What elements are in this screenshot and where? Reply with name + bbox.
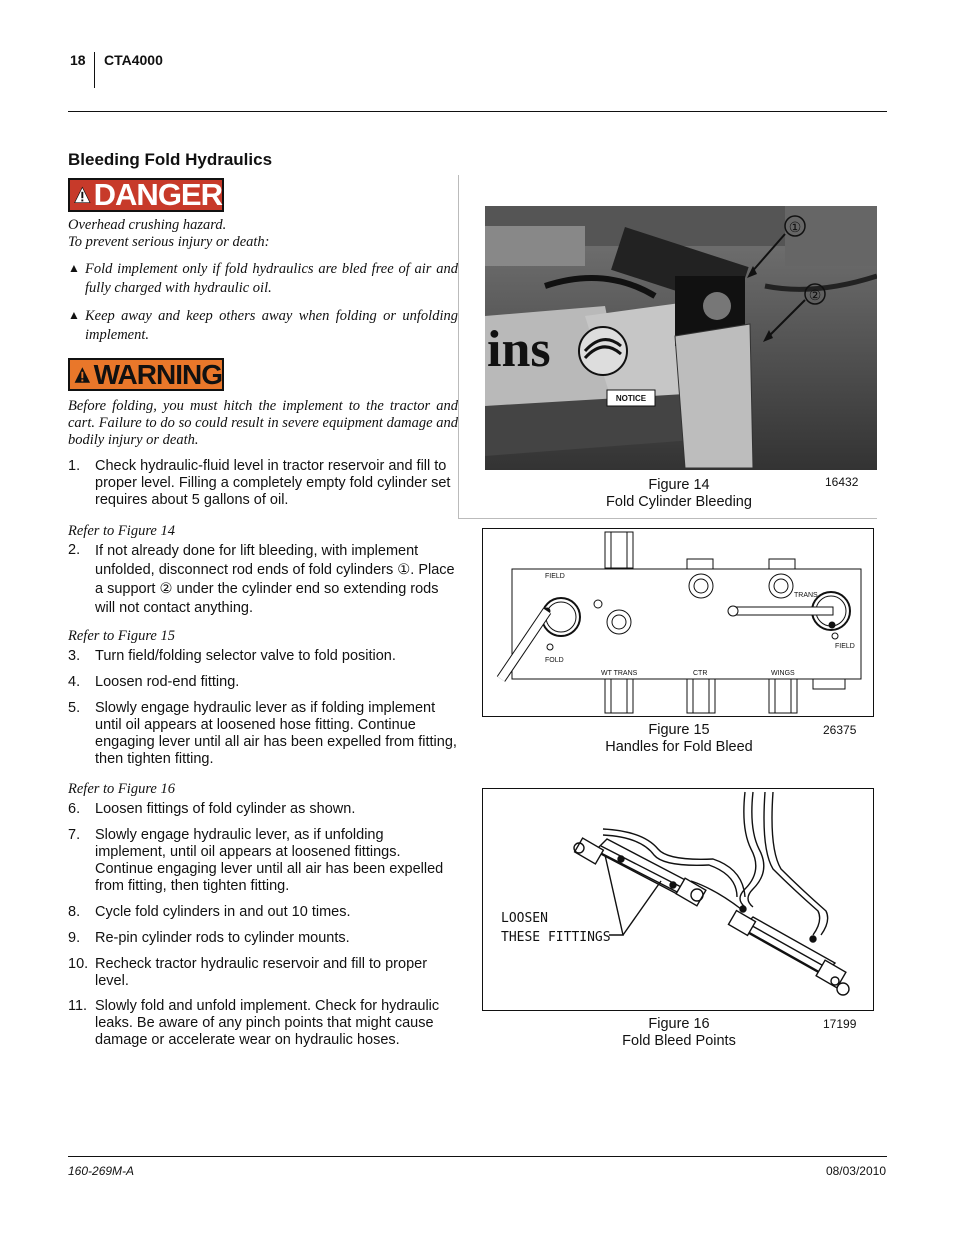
label-field-right: FIELD [835, 643, 855, 650]
triangle-bullet-icon: ▲ [68, 261, 80, 275]
bottom-rule [68, 1156, 887, 1157]
label-field-top: FIELD [545, 573, 565, 580]
danger-line1: Overhead crushing hazard. [68, 217, 227, 233]
figure-16 [482, 788, 874, 1011]
label-trans: TRANS [794, 592, 818, 599]
list-item: 2. If not already done for lift bleeding, with implement unfolded, disconnect rod ends of fold cylinders ①. Place a support ② under the cylinder end so extending rods will not contact anything. [68, 542, 455, 616]
refer-figure-14: Refer to Figure 14 [68, 523, 175, 539]
callout-1: ① [788, 219, 802, 235]
figure-14-title: Fold Cylinder Bleeding [606, 494, 752, 510]
label-wt-trans: WT TRANS [601, 670, 638, 677]
label-fold: FOLD [545, 657, 564, 664]
danger-bullet: ▲ Keep away and keep others away when folding or unfolding implement. [68, 308, 458, 343]
notice-plate: NOTICE [615, 394, 647, 403]
footer-doc-number: 160-269M-A [68, 1164, 135, 1178]
figure-16-title: Fold Bleed Points [622, 1033, 736, 1049]
figure-14-label: Figure 14 [648, 477, 710, 493]
danger-sign [68, 178, 224, 212]
top-rule [68, 111, 887, 112]
danger-label: DANGER [93, 177, 222, 212]
warning-label: WARNING [93, 358, 222, 390]
list-item: 11. Slowly fold and unfold implement. Check for hydraulic leaks. Be aware of any pinch points that might cause damage or accelerate wear on hydraulic hoses. [68, 998, 440, 1048]
triangle-bullet-icon: ▲ [68, 308, 80, 322]
list-item: 10. Recheck tractor hydraulic reservoir and fill to proper level. [68, 956, 428, 989]
figure-14-caption [579, 477, 779, 511]
fold-cylinder-photo [485, 206, 877, 470]
danger-alert-icon [74, 182, 91, 208]
fold-cylinders-drawing [483, 789, 873, 1010]
figure-15-caption [579, 722, 779, 756]
figure-15-title: Handles for Fold Bleed [605, 739, 753, 755]
danger-line2: To prevent serious injury or death: [68, 234, 270, 250]
photo-logo-text: ins [487, 321, 551, 378]
figure-14 [458, 175, 877, 519]
valve-panel-drawing [483, 529, 873, 716]
figure-16-label: Figure 16 [648, 1016, 710, 1032]
warning-text: Before folding, you must hitch the implement to the tractor and cart. Failure to do so could result in severe equipment damage and bodily injury or death. [68, 398, 458, 448]
figure-14-id: 16432 [825, 475, 859, 489]
list-item: 8. Cycle fold cylinders in and out 10 times. [68, 904, 351, 920]
list-item: 4. Loosen rod-end fitting. [68, 674, 240, 690]
label-ctr: CTR [693, 670, 708, 677]
refer-figure-16: Refer to Figure 16 [68, 781, 175, 797]
loosen-note-line2: THESE FITTINGS [501, 930, 611, 945]
figure-16-id: 17199 [823, 1017, 857, 1031]
refer-figure-15: Refer to Figure 15 [68, 628, 175, 644]
section-title: Bleeding Fold Hydraulics [68, 150, 273, 169]
label-wings: WINGS [771, 670, 795, 677]
header-divider [94, 52, 95, 88]
danger-text [68, 217, 458, 251]
page-number: 18 [70, 52, 86, 68]
figure-15 [482, 528, 874, 717]
figure-15-id: 26375 [823, 723, 857, 737]
list-item: 3. Turn field/folding selector valve to fold position. [68, 648, 396, 664]
danger-bullet: ▲ Fold implement only if fold hydraulics are bled free of air and fully charged with hydraulic oil. [68, 261, 458, 296]
footer-date: 08/03/2010 [825, 1164, 886, 1178]
figure-15-label: Figure 15 [648, 722, 710, 738]
header-product: CTA4000 [104, 52, 163, 68]
list-item: 9. Re-pin cylinder rods to cylinder mounts. [68, 930, 350, 946]
warning-sign [68, 358, 224, 391]
list-item: 7. Slowly engage hydraulic lever, as if unfolding implement, until oil appears at loosened fittings. Continue engaging lever until all air has been expelled from fitting, then tighten fitting. [68, 827, 444, 894]
list-item: 6. Loosen fittings of fold cylinder as shown. [68, 801, 356, 817]
loosen-note-line1: LOOSEN [501, 911, 548, 926]
list-item: 5. Slowly engage hydraulic lever as if folding implement until oil appears at loosened hose fitting. Continue engaging lever until all air has been expelled from fitting, then tighten fitting. [68, 700, 457, 767]
callout-2: ② [808, 287, 822, 303]
warning-alert-icon [74, 363, 91, 387]
list-item: 1. Check hydraulic-fluid level in tractor reservoir and fill to proper level. Filling a completely empty fold cylinder set requires about 5 gallons of oil. [68, 458, 451, 508]
figure-16-caption [579, 1016, 779, 1050]
